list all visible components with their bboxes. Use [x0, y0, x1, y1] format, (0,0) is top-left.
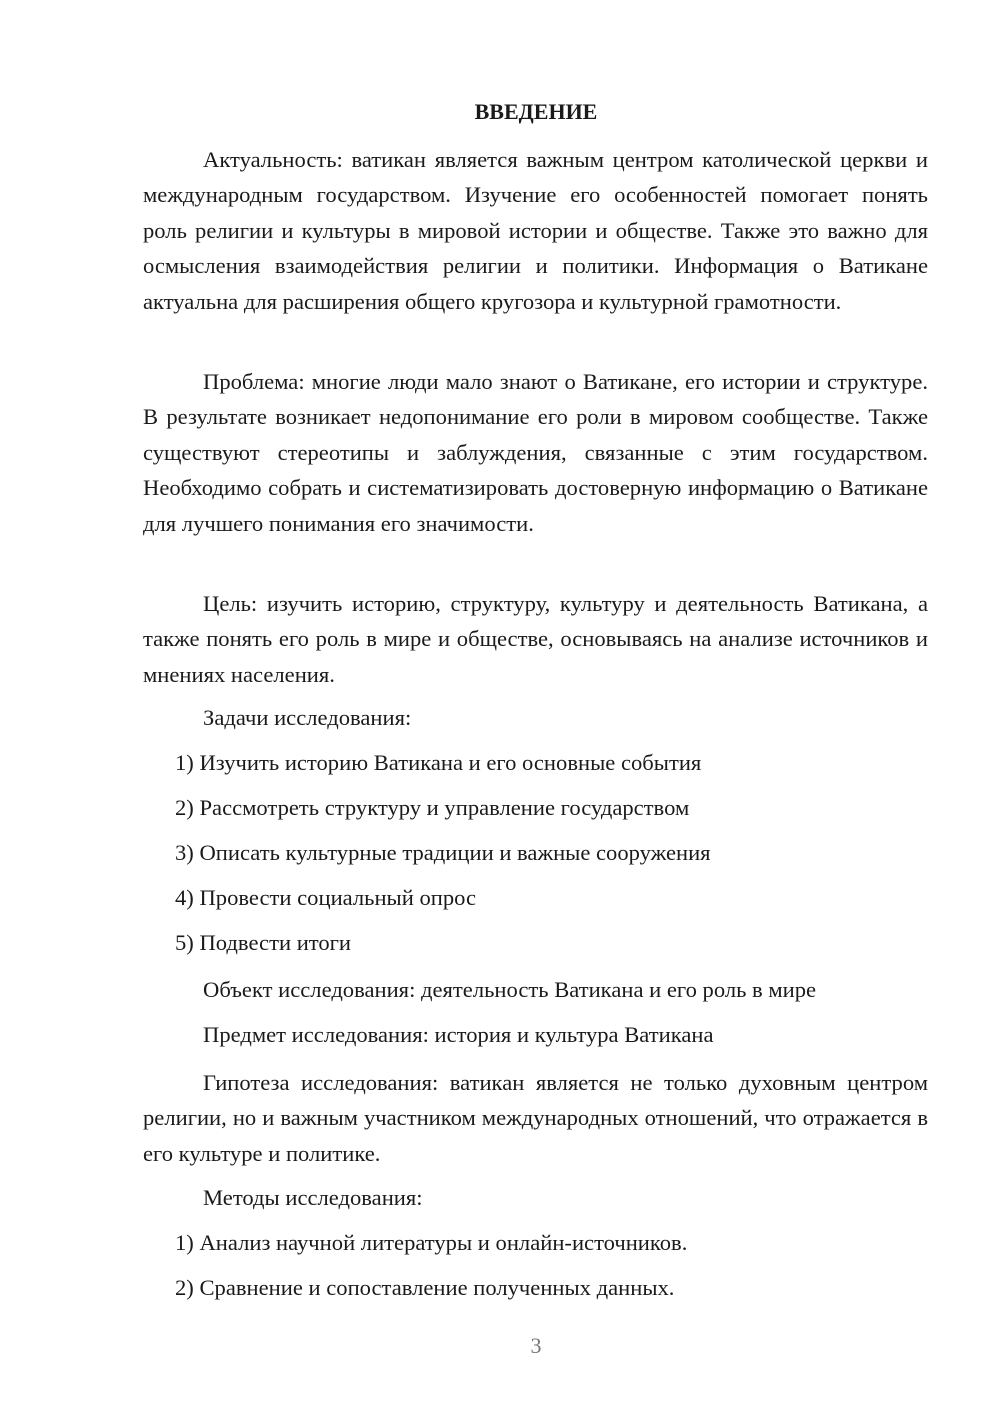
problem-paragraph: Проблема: многие люди мало знают о Ватикане, его истории и структуре. В результате возникает недопонимание его роли в мировом сообществе. Также существуют стереотипы и заблуждения, связанные с этим государством. Необходимо собрать и систематизировать достоверную информацию о Ватикане для лучшего понимания его значимости. [143, 369, 928, 536]
actuality-paragraph: Актуальность: ватикан является важным центром католической церкви и международным государством. Изучение его особенностей помогает понять роль религии и культуры в мировой истории и обществе. Также это важно для осмысления взаимодействия религии и политики. Информация о Ватикане актуальна для расширения общего кругозора и культурной грамотности. [143, 147, 928, 314]
task-item: 4) Провести социальный опрос [175, 885, 477, 910]
tasks-heading: Задачи исследования: [203, 705, 412, 730]
task-item: 1) Изучить историю Ватикана и его основные события [175, 750, 702, 775]
goal-paragraph: Цель: изучить историю, структуру, культуру и деятельность Ватикана, а также понять его роль в мире и обществе, основываясь на анализе источников и мнениях населения. [143, 591, 928, 687]
subject-line: Предмет исследования: история и культура Ватикана [203, 1022, 714, 1047]
object-line: Объект исследования: деятельность Ватикана и его роль в мире [203, 977, 817, 1002]
section-title: ВВЕДЕНИЕ [474, 99, 598, 124]
task-item: 5) Подвести итоги [175, 930, 352, 955]
task-item: 3) Описать культурные традиции и важные сооружения [175, 840, 711, 865]
hypothesis-paragraph: Гипотеза исследования: ватикан является не только духовным центром религии, но и важным участником международных отношений, что отражается в его культуре и политике. [143, 1070, 928, 1166]
method-item: 2) Сравнение и сопоставление полученных данных. [175, 1275, 675, 1300]
task-item: 2) Рассмотреть структуру и управление государством [175, 795, 690, 820]
method-item: 1) Анализ научной литературы и онлайн-источников. [175, 1230, 688, 1255]
methods-heading: Методы исследования: [203, 1185, 423, 1210]
page-number: 3 [530, 1333, 542, 1358]
